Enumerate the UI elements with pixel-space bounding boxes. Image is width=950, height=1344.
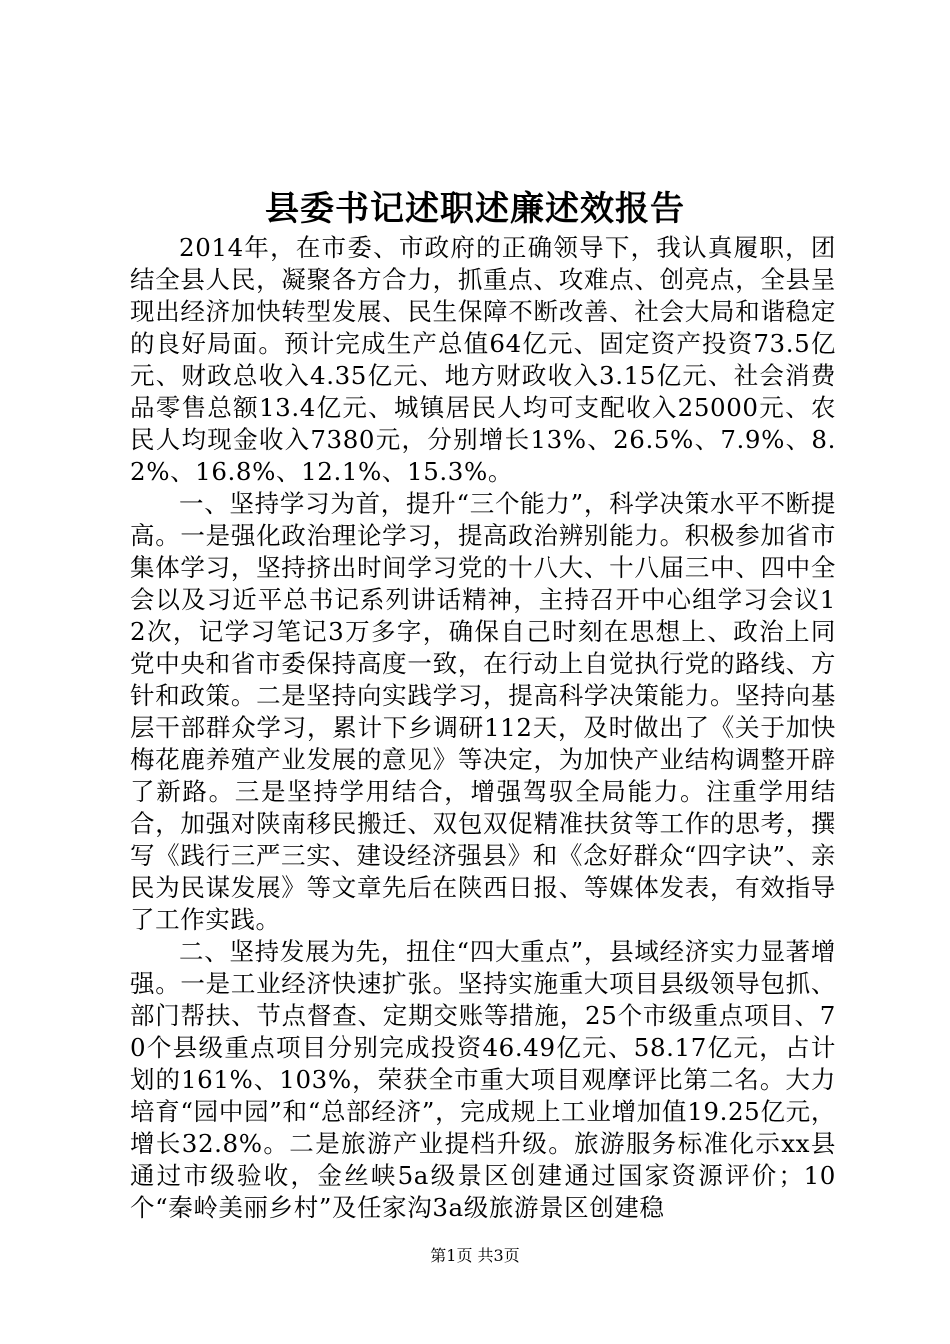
- paragraph-section-one: 一、坚持学习为首，提升“三个能力”，科学决策水平不断提高。一是强化政治理论学习，提高政治辨别能力。积极参加省市集体学习，坚持挤出时间学习党的十八大、十八届三中、四中全会以及习近平总书记系列讲话精神，主持召开中心组学习会议12次，记学习笔记3万多字，确保自己时刻在思想上、政治上同党中央和省市委保持高度一致，在行动上自觉执行党的路线、方针和政策。二是坚持向实践学习，提高科学决策能力。坚持向基层干部群众学习，累计下乡调研112天，及时做出了《关于加快梅花鹿养殖产业发展的意见》等决定，为加快产业结构调整开辟了新路。三是坚持学用结合，增强驾驭全局能力。注重学用结合，加强对陕南移民搬迁、双包双促精准扶贫等工作的思考，撰写《践行三严三实、建设经济强县》和《念好群众“四字诀”、亲民为民谋发展》等文章先后在陕西日报、等媒体发表，有效指导了工作实践。: [130, 489, 836, 934]
- page-footer: 第1页 共3页: [430, 1246, 520, 1265]
- document-body: [130, 232, 836, 1224]
- document-title: 县委书记述职述廉述效报告: [265, 189, 685, 229]
- paragraph-intro: 2014年，在市委、市政府的正确领导下，我认真履职，团结全县人民，凝聚各方合力，抓重点、攻难点、创亮点，全县呈现出经济加快转型发展、民生保障不断改善、社会大局和谐稳定的良好局面。预计完成生产总值64亿元、固定资产投资73.5亿元、财政总收入4.35亿元、地方财政收入3.15亿元、社会消费品零售总额13.4亿元、城镇居民人均可支配收入25000元、农民人均现金收入7380元，分别增长13%、26.5%、7.9%、8.2%、16.8%、12.1%、15.3%。: [130, 233, 836, 486]
- paragraph-section-two: 二、坚持发展为先，扭住“四大重点”，县域经济实力显著增强。一是工业经济快速扩张。坚持实施重大项目县级领导包抓、部门帮扶、节点督查、定期交账等措施，25个市级重点项目、70个县级重点项目分别完成投资46.49亿元、58.17亿元，占计划的161%、103%，荣获全市重大项目观摩评比第二名。大力培育“园中园”和“总部经济”，完成规上工业增加值19.25亿元，增长32.8%。二是旅游产业提档升级。旅游服务标准化示xx县通过市级验收，金丝峡5a级景区创建通过国家资源评价；10个“秦岭美丽乡村”及任家沟3a级旅游景区创建稳: [130, 937, 836, 1222]
